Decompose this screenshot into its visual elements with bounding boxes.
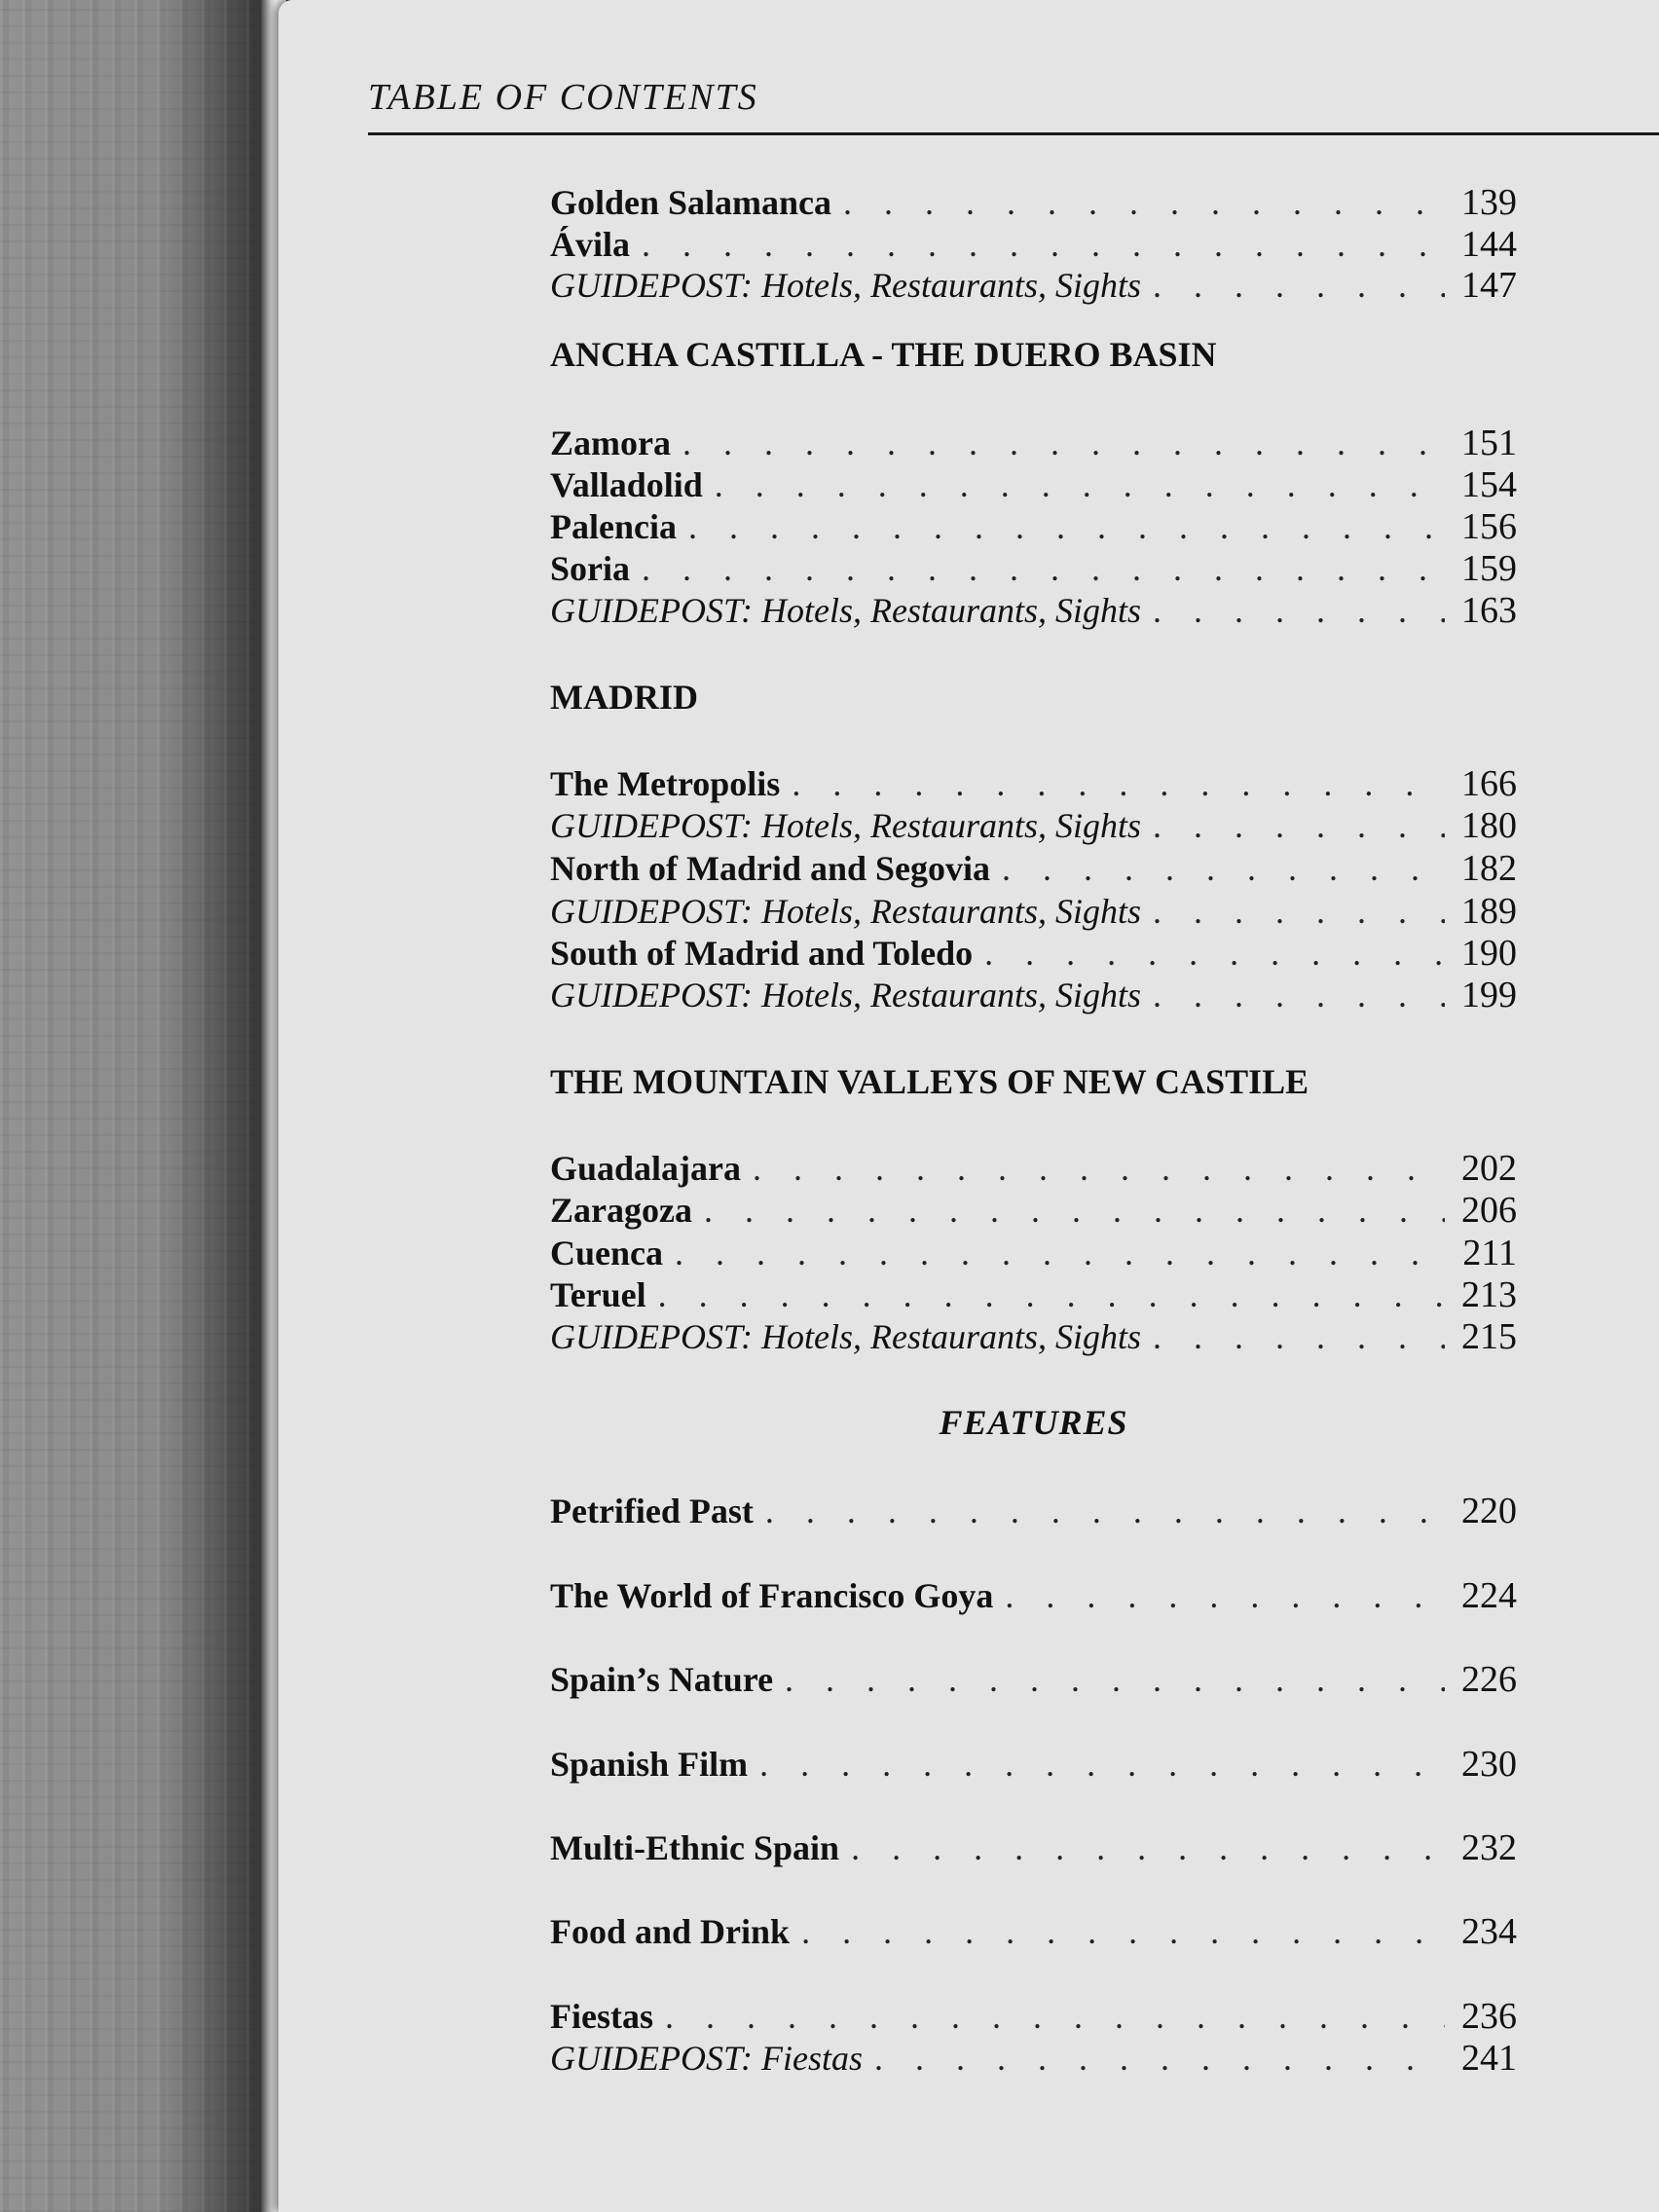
toc-entry-guidepost <box>550 890 1517 937</box>
table-surface <box>0 0 292 2212</box>
toc-entry <box>550 1490 1517 1536</box>
header-rule <box>368 132 1659 135</box>
dot-leader <box>688 506 1445 547</box>
toc-entry-title: North of Madrid and Segovia <box>550 849 991 888</box>
dot-leader <box>1153 590 1445 631</box>
dot-leader <box>984 933 1445 974</box>
dot-leader <box>682 423 1445 463</box>
toc-entry <box>550 1910 1517 1957</box>
toc-entry <box>550 1147 1517 1194</box>
dot-leader <box>801 1911 1445 1952</box>
features-heading: FEATURES <box>939 1403 1128 1442</box>
dot-leader <box>715 464 1445 505</box>
toc-entry-page-number: 211 <box>1462 1233 1517 1273</box>
dot-leader <box>704 1190 1445 1231</box>
toc-entry <box>550 762 1517 809</box>
toc-entry <box>550 1574 1517 1621</box>
toc-entry-title: GUIDEPOST: Hotels, Restaurants, Sights <box>550 591 1141 630</box>
toc-entry-guidepost <box>550 2037 1517 2083</box>
toc-entry-page-number: 220 <box>1461 1491 1517 1531</box>
toc-entry-title: The Metropolis <box>550 764 781 803</box>
toc-entry <box>550 1995 1517 2042</box>
dot-leader <box>675 1233 1445 1273</box>
toc-entry <box>550 1232 1517 1278</box>
toc-entry-page-number: 166 <box>1461 763 1517 804</box>
toc-entry <box>550 1658 1517 1705</box>
dot-leader <box>642 548 1445 589</box>
toc-entry-page-number: 189 <box>1461 891 1517 932</box>
toc-entry <box>550 547 1517 594</box>
toc-entry-title: GUIDEPOST: Fiestas <box>550 2039 863 2078</box>
dot-leader <box>765 1491 1445 1531</box>
dot-leader <box>1153 805 1445 846</box>
dot-leader <box>642 224 1445 265</box>
toc-entry-page-number: 159 <box>1461 548 1517 589</box>
toc-entry <box>550 223 1517 270</box>
toc-entry-title: Petrified Past <box>550 1492 754 1530</box>
toc-entry-title: Spain’s Nature <box>550 1660 774 1699</box>
toc-entry-page-number: 232 <box>1461 1827 1517 1868</box>
toc-entry-title: Cuenca <box>550 1234 663 1272</box>
toc-entry-guidepost <box>550 589 1517 636</box>
toc-entry-page-number: 215 <box>1461 1316 1517 1357</box>
dot-leader <box>1002 848 1445 889</box>
toc-entry-page-number: 226 <box>1461 1659 1517 1700</box>
toc-entry-title: Fiestas <box>550 1997 653 2036</box>
section-heading: ANCHA CASTILLA - THE DUERO BASIN <box>550 335 1217 374</box>
dot-leader <box>1153 265 1445 306</box>
running-head: TABLE OF CONTENTS <box>368 77 758 118</box>
toc-entry-page-number: 182 <box>1461 848 1517 889</box>
toc-entry-guidepost <box>550 974 1517 1020</box>
toc-entry-title: South of Madrid and Toledo <box>550 934 974 973</box>
toc-entry-title: Palencia <box>550 507 677 546</box>
toc-entry <box>550 463 1517 510</box>
toc-entry-page-number: 213 <box>1461 1274 1517 1315</box>
book-page <box>278 0 1659 2212</box>
toc-entry-title: Valladolid <box>550 465 703 504</box>
toc-entry-page-number: 180 <box>1461 805 1517 846</box>
toc-entry-page-number: 199 <box>1461 975 1517 1015</box>
toc-entry-page-number: 224 <box>1461 1575 1517 1616</box>
toc-entry-title: GUIDEPOST: Hotels, Restaurants, Sights <box>550 806 1141 845</box>
dot-leader <box>785 1659 1445 1700</box>
toc-entry-page-number: 202 <box>1461 1148 1517 1189</box>
toc-entry-title: Golden Salamanca <box>550 183 832 222</box>
dot-leader <box>1153 1316 1445 1357</box>
toc-entry <box>550 1189 1517 1235</box>
dot-leader <box>1005 1575 1445 1616</box>
toc-entry-page-number: 236 <box>1461 1996 1517 2037</box>
dot-leader <box>1153 891 1445 932</box>
dot-leader <box>874 2038 1445 2079</box>
toc-entry <box>550 1743 1517 1789</box>
toc-entry-title: GUIDEPOST: Hotels, Restaurants, Sights <box>550 976 1141 1014</box>
toc-entry-title: Guadalajara <box>550 1149 742 1188</box>
section-heading: THE MOUNTAIN VALLEYS OF NEW CASTILE <box>550 1062 1309 1101</box>
toc-entry-title: Food and Drink <box>550 1912 791 1951</box>
dot-leader <box>1153 975 1445 1015</box>
toc-entry-guidepost <box>550 1315 1517 1362</box>
toc-entry-title: Soria <box>550 549 631 588</box>
toc-entry <box>550 847 1517 894</box>
toc-entry-page-number: 234 <box>1461 1911 1517 1952</box>
toc-entry-page-number: 151 <box>1461 423 1517 463</box>
toc-entry-guidepost <box>550 804 1517 851</box>
section-heading: MADRID <box>550 678 698 717</box>
toc-entry-title: Zamora <box>550 424 671 462</box>
toc-entry-page-number: 241 <box>1461 2038 1517 2079</box>
toc-entry <box>550 505 1517 552</box>
toc-entry-title: Multi-Ethnic Spain <box>550 1828 840 1867</box>
toc-entry-page-number: 144 <box>1461 224 1517 265</box>
toc-entry <box>550 932 1517 978</box>
toc-entry-page-number: 139 <box>1461 182 1517 223</box>
toc-entry-title: GUIDEPOST: Hotels, Restaurants, Sights <box>550 892 1141 931</box>
dot-leader <box>658 1274 1445 1315</box>
dot-leader <box>759 1744 1445 1785</box>
toc-entry-page-number: 206 <box>1461 1190 1517 1231</box>
toc-entry-page-number: 156 <box>1461 506 1517 547</box>
dot-leader <box>665 1996 1445 2037</box>
dot-leader <box>851 1827 1445 1868</box>
toc-entry <box>550 422 1517 468</box>
dot-leader <box>843 182 1445 223</box>
toc-entry-title: The World of Francisco Goya <box>550 1576 994 1615</box>
toc-entry-page-number: 163 <box>1461 590 1517 631</box>
toc-entry-title: Spanish Film <box>550 1745 749 1784</box>
toc-entry <box>550 181 1517 228</box>
toc-entry-title: Teruel <box>550 1275 646 1314</box>
dot-leader <box>753 1148 1445 1189</box>
toc-entry-page-number: 190 <box>1461 933 1517 974</box>
toc-entry-page-number: 230 <box>1461 1744 1517 1785</box>
dot-leader <box>792 763 1445 804</box>
toc-entry <box>550 1826 1517 1873</box>
toc-entry-title: GUIDEPOST: Hotels, Restaurants, Sights <box>550 266 1141 305</box>
toc-entry-page-number: 154 <box>1461 464 1517 505</box>
toc-entry-title: GUIDEPOST: Hotels, Restaurants, Sights <box>550 1317 1141 1356</box>
toc-entry-guidepost <box>550 264 1517 311</box>
toc-entry-page-number: 147 <box>1461 265 1517 306</box>
toc-entry-title: Zaragoza <box>550 1191 692 1230</box>
toc-entry <box>550 1273 1517 1320</box>
toc-entry-title: Ávila <box>550 225 631 264</box>
